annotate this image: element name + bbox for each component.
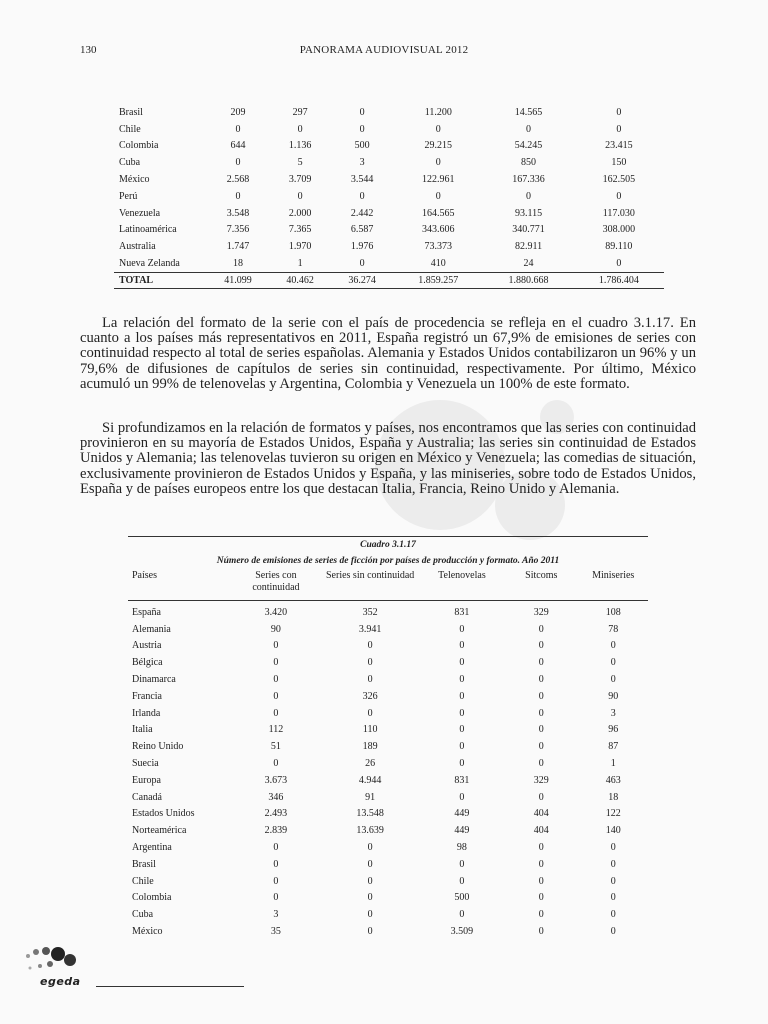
value-cell: 463 <box>605 774 621 786</box>
total-row <box>114 272 664 288</box>
value-cell: 0 <box>538 842 544 854</box>
paragraph-2-text: Si profundizamos en la relación de formatos y países, nos encontramos que las series con continuidad provinieron en su mayoría de Estados Unidos, España y Australia; las series sin continuidad de Estados Unidos y Alemania; las telenovelas tuvieron su origen en México y Venezuela; las comedias de situación, exclusivamente provinieron de Estados Unidos y España, y las miniseries, sobre todo de Estados Unidos, España y de países europeos entre los que destacan Italia, Francia, Reino Unido y Alemania. <box>80 420 696 497</box>
country-cell: Canadá <box>132 791 162 803</box>
value-cell: 308.000 <box>602 224 636 236</box>
table-row <box>128 638 648 655</box>
value-cell: 1 <box>297 258 303 270</box>
column-header: Países <box>128 569 231 601</box>
column-header: Series sin continuidad <box>321 569 420 601</box>
value-cell: 78 <box>608 623 619 635</box>
fiction-series-table <box>128 569 648 940</box>
total-cell: 1.859.257 <box>393 272 483 288</box>
country-cell: Chile <box>132 875 154 887</box>
value-cell: 352 <box>362 606 378 618</box>
value-cell: 0 <box>526 123 532 135</box>
table-row <box>114 238 664 255</box>
value-cell: 297 <box>292 106 308 118</box>
value-cell: 0 <box>538 690 544 702</box>
value-cell: 0 <box>359 106 365 118</box>
country-cell: México <box>132 926 163 938</box>
value-cell: 346 <box>268 791 284 803</box>
value-cell: 0 <box>297 123 303 135</box>
header-row <box>128 569 648 601</box>
value-cell: 0 <box>273 690 279 702</box>
total-cell: 40.462 <box>269 272 331 288</box>
value-cell: 0 <box>435 123 441 135</box>
table-row <box>128 621 648 638</box>
value-cell: 0 <box>616 123 622 135</box>
column-header: Sitcoms <box>504 569 578 601</box>
paragraph-2 <box>80 421 696 497</box>
value-cell: 329 <box>533 774 549 786</box>
value-cell: 7.356 <box>226 224 250 236</box>
country-cell: México <box>119 174 150 186</box>
value-cell: 340.771 <box>512 224 545 236</box>
table-row <box>114 138 664 155</box>
value-cell: 0 <box>459 758 465 770</box>
table-row <box>128 822 648 839</box>
value-cell: 110 <box>362 724 378 736</box>
table-row <box>128 722 648 739</box>
value-cell: 2.839 <box>264 825 288 837</box>
column-header: Telenovelas <box>420 569 504 601</box>
value-cell: 82.911 <box>514 241 543 253</box>
value-cell: 1 <box>610 758 616 770</box>
country-cell: Austria <box>132 640 162 652</box>
value-cell: 0 <box>610 640 616 652</box>
paragraph-1 <box>80 316 696 392</box>
country-cell: Norteamérica <box>132 825 187 837</box>
value-cell: 96 <box>608 724 619 736</box>
footer-rule <box>96 986 244 987</box>
value-cell: 0 <box>459 623 465 635</box>
table-title: Número de emisiones de series de ficción por países de producción y formato. Año 2011 <box>216 556 560 566</box>
value-cell: 0 <box>459 791 465 803</box>
value-cell: 0 <box>459 858 465 870</box>
value-cell: 0 <box>610 674 616 686</box>
table-row <box>114 188 664 205</box>
table-row <box>128 705 648 722</box>
value-cell: 167.336 <box>512 174 545 186</box>
country-totals-table <box>114 104 664 289</box>
value-cell: 122.961 <box>422 174 455 186</box>
value-cell: 18 <box>608 791 619 803</box>
value-cell: 87 <box>608 741 619 753</box>
value-cell: 0 <box>273 657 279 669</box>
value-cell: 0 <box>367 842 373 854</box>
value-cell: 0 <box>435 190 441 202</box>
table-label: Cuadro 3.1.17 <box>360 540 416 550</box>
table-row <box>128 906 648 923</box>
value-cell: 0 <box>538 640 544 652</box>
value-cell: 0 <box>273 842 279 854</box>
value-cell: 0 <box>367 875 373 887</box>
value-cell: 0 <box>273 640 279 652</box>
value-cell: 91 <box>365 791 376 803</box>
value-cell: 404 <box>533 825 549 837</box>
country-cell: Reino Unido <box>132 741 184 753</box>
value-cell: 0 <box>367 858 373 870</box>
value-cell: 0 <box>359 123 365 135</box>
value-cell: 6.587 <box>350 224 374 236</box>
value-cell: 3.709 <box>288 174 312 186</box>
value-cell: 51 <box>270 741 281 753</box>
value-cell: 0 <box>367 909 373 921</box>
value-cell: 0 <box>616 106 622 118</box>
value-cell: 449 <box>454 808 470 820</box>
table-row <box>114 104 664 121</box>
country-cell: Colombia <box>119 140 159 152</box>
country-cell: Cuba <box>119 157 141 169</box>
value-cell: 0 <box>610 875 616 887</box>
value-cell: 0 <box>610 926 616 938</box>
country-cell: Brasil <box>132 858 156 870</box>
value-cell: 0 <box>273 707 279 719</box>
total-label: TOTAL <box>114 272 207 288</box>
total-cell: 41.099 <box>207 272 269 288</box>
value-cell: 3.544 <box>350 174 374 186</box>
value-cell: 0 <box>459 707 465 719</box>
table-row <box>128 873 648 890</box>
value-cell: 644 <box>230 140 246 152</box>
value-cell: 122 <box>605 808 621 820</box>
value-cell: 343.606 <box>422 224 455 236</box>
value-cell: 54.245 <box>514 140 543 152</box>
value-cell: 0 <box>538 791 544 803</box>
country-cell: Estados Unidos <box>132 808 195 820</box>
value-cell: 0 <box>538 909 544 921</box>
value-cell: 0 <box>610 858 616 870</box>
value-cell: 0 <box>459 724 465 736</box>
value-cell: 0 <box>538 892 544 904</box>
value-cell: 2.000 <box>288 207 312 219</box>
value-cell: 0 <box>610 909 616 921</box>
value-cell: 1.136 <box>288 140 312 152</box>
value-cell: 0 <box>435 157 441 169</box>
value-cell: 0 <box>616 190 622 202</box>
value-cell: 0 <box>538 657 544 669</box>
value-cell: 0 <box>610 657 616 669</box>
value-cell: 11.200 <box>424 106 452 118</box>
value-cell: 35 <box>270 926 281 938</box>
running-title: PANORAMA AUDIOVISUAL 2012 <box>299 44 469 56</box>
value-cell: 3 <box>273 909 279 921</box>
value-cell: 2.493 <box>264 808 288 820</box>
value-cell: 98 <box>456 842 467 854</box>
value-cell: 0 <box>359 258 365 270</box>
value-cell: 1.747 <box>226 241 250 253</box>
value-cell: 1.970 <box>288 241 312 253</box>
value-cell: 0 <box>459 690 465 702</box>
table-row <box>128 755 648 772</box>
value-cell: 850 <box>521 157 537 169</box>
value-cell: 0 <box>538 674 544 686</box>
value-cell: 0 <box>235 123 241 135</box>
value-cell: 0 <box>459 875 465 887</box>
value-cell: 0 <box>273 858 279 870</box>
value-cell: 90 <box>270 623 281 635</box>
value-cell: 0 <box>459 674 465 686</box>
value-cell: 0 <box>273 875 279 887</box>
country-cell: Europa <box>132 774 161 786</box>
value-cell: 449 <box>454 825 470 837</box>
value-cell: 0 <box>538 741 544 753</box>
value-cell: 3.420 <box>264 606 288 618</box>
value-cell: 2.568 <box>226 174 250 186</box>
country-cell: España <box>132 606 161 618</box>
value-cell: 89.110 <box>605 241 633 253</box>
table-row <box>128 923 648 940</box>
total-cell: 1.880.668 <box>483 272 573 288</box>
value-cell: 0 <box>367 640 373 652</box>
table-row <box>128 789 648 806</box>
value-cell: 0 <box>273 758 279 770</box>
value-cell: 3.548 <box>226 207 250 219</box>
value-cell: 0 <box>538 623 544 635</box>
value-cell: 500 <box>354 140 370 152</box>
value-cell: 329 <box>533 606 549 618</box>
value-cell: 0 <box>367 674 373 686</box>
logo-wordmark: egeda <box>40 975 81 988</box>
table-row <box>128 806 648 823</box>
value-cell: 0 <box>538 707 544 719</box>
value-cell: 140 <box>605 825 621 837</box>
value-cell: 13.548 <box>356 808 384 820</box>
value-cell: 410 <box>430 258 446 270</box>
value-cell: 0 <box>367 926 373 938</box>
table-row <box>114 205 664 222</box>
value-cell: 90 <box>608 690 619 702</box>
country-cell: Brasil <box>119 106 143 118</box>
value-cell: 0 <box>526 190 532 202</box>
value-cell: 0 <box>273 892 279 904</box>
value-cell: 150 <box>611 157 627 169</box>
column-header: Series con continuidad <box>231 569 320 601</box>
value-cell: 0 <box>459 640 465 652</box>
value-cell: 5 <box>297 157 303 169</box>
value-cell: 0 <box>538 724 544 736</box>
table-row <box>128 738 648 755</box>
value-cell: 831 <box>454 606 470 618</box>
country-cell: Dinamarca <box>132 674 176 686</box>
table-row <box>128 654 648 671</box>
value-cell: 0 <box>359 190 365 202</box>
value-cell: 164.565 <box>422 207 455 219</box>
value-cell: 831 <box>454 774 470 786</box>
value-cell: 7.365 <box>288 224 312 236</box>
country-cell: Chile <box>119 123 141 135</box>
value-cell: 3 <box>359 157 365 169</box>
value-cell: 209 <box>230 106 246 118</box>
country-cell: Argentina <box>132 842 172 854</box>
column-header: Miniseries <box>578 569 648 601</box>
value-cell: 326 <box>362 690 378 702</box>
value-cell: 0 <box>273 674 279 686</box>
value-cell: 0 <box>297 190 303 202</box>
cuadro-3-1-17 <box>128 536 648 940</box>
country-cell: Latinoamérica <box>119 224 177 236</box>
country-cell: Francia <box>132 690 162 702</box>
value-cell: 0 <box>367 892 373 904</box>
value-cell: 0 <box>538 758 544 770</box>
value-cell: 0 <box>235 157 241 169</box>
value-cell: 189 <box>362 741 378 753</box>
country-cell: Italia <box>132 724 153 736</box>
table-row <box>128 839 648 856</box>
table-row <box>114 255 664 272</box>
value-cell: 24 <box>523 258 534 270</box>
value-cell: 108 <box>605 606 621 618</box>
table-row <box>114 222 664 239</box>
value-cell: 3.941 <box>358 623 382 635</box>
total-cell: 36.274 <box>331 272 393 288</box>
country-cell: Alemania <box>132 623 171 635</box>
value-cell: 500 <box>454 892 470 904</box>
value-cell: 0 <box>538 926 544 938</box>
table-row <box>114 171 664 188</box>
value-cell: 0 <box>610 892 616 904</box>
value-cell: 0 <box>616 258 622 270</box>
table-row <box>128 890 648 907</box>
value-cell: 1.976 <box>350 241 374 253</box>
table-row <box>128 671 648 688</box>
country-cell: Venezuela <box>119 207 161 219</box>
paragraph-1-text: La relación del formato de la serie con el país de procedencia se refleja en el cuadro 3.1.17. En cuanto a los países más representativos en 2011, España registró un 67,9% de emisiones de series con continuidad respecto al total de series españolas. Alemania y Estados Unidos contabilizaron un 96% y un 79,6% de difusiones de capítulos de series sin continuidad, respectivamente. Por último, México acumuló un 99% de telenovelas y Argentina, Colombia y Venezuela un 100% de este formato. <box>80 315 696 392</box>
total-cell: 1.786.404 <box>574 272 664 288</box>
country-cell: Perú <box>119 190 138 202</box>
country-cell: Bélgica <box>132 657 163 669</box>
table-caption <box>128 536 648 569</box>
value-cell: 0 <box>367 657 373 669</box>
value-cell: 0 <box>459 909 465 921</box>
value-cell: 0 <box>610 842 616 854</box>
country-cell: Nueva Zelanda <box>119 258 180 270</box>
value-cell: 3.673 <box>264 774 288 786</box>
table-row <box>128 688 648 705</box>
page-number: 130 <box>80 44 97 56</box>
value-cell: 117.030 <box>602 207 635 219</box>
country-cell: Cuba <box>132 909 154 921</box>
country-cell: Irlanda <box>132 707 161 719</box>
value-cell: 13.639 <box>356 825 384 837</box>
value-cell: 73.373 <box>424 241 453 253</box>
value-cell: 4.944 <box>358 774 382 786</box>
value-cell: 0 <box>538 858 544 870</box>
value-cell: 0 <box>235 190 241 202</box>
country-cell: Australia <box>119 241 156 253</box>
table-row <box>128 601 648 621</box>
value-cell: 404 <box>533 808 549 820</box>
value-cell: 18 <box>233 258 244 270</box>
value-cell: 23.415 <box>605 140 633 152</box>
value-cell: 93.115 <box>514 207 543 219</box>
country-cell: Colombia <box>132 892 172 904</box>
value-cell: 29.215 <box>424 140 453 152</box>
value-cell: 3 <box>610 707 616 719</box>
value-cell: 14.565 <box>514 106 543 118</box>
value-cell: 0 <box>459 741 465 753</box>
value-cell: 112 <box>268 724 284 736</box>
table-row <box>128 856 648 873</box>
value-cell: 3.509 <box>450 926 474 938</box>
value-cell: 2.442 <box>350 207 374 219</box>
value-cell: 26 <box>365 758 376 770</box>
country-cell: Suecia <box>132 758 159 770</box>
table-row <box>114 121 664 138</box>
value-cell: 162.505 <box>602 174 636 186</box>
value-cell: 0 <box>367 707 373 719</box>
value-cell: 0 <box>459 657 465 669</box>
table-row <box>114 154 664 171</box>
value-cell: 0 <box>538 875 544 887</box>
table-row <box>128 772 648 789</box>
